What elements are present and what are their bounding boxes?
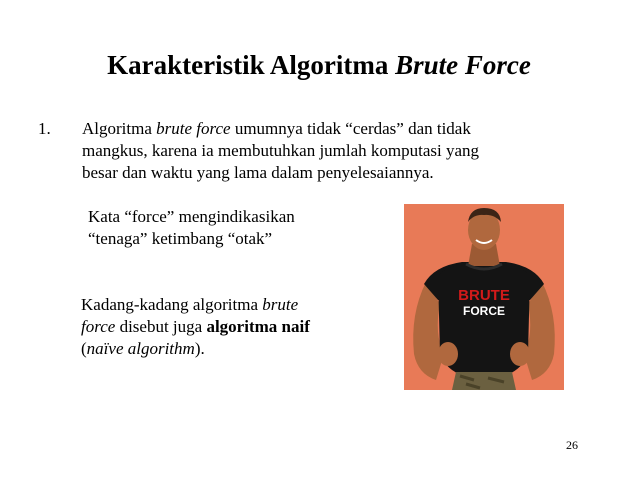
emphasis-text: naïve algorithm bbox=[86, 339, 195, 358]
title-main: Karakteristik Algoritma bbox=[107, 50, 396, 80]
text-run: ). bbox=[194, 339, 205, 358]
text-run: Algoritma bbox=[82, 119, 157, 138]
force-note-line-2: “tenaga” ketimbang “otak” bbox=[88, 229, 273, 248]
naive-note-line-1 bbox=[81, 294, 310, 316]
brute-force-photo bbox=[404, 204, 564, 390]
naive-note-line-2 bbox=[81, 316, 310, 338]
list-item-text bbox=[82, 118, 602, 184]
emphasis-text: brute force bbox=[156, 119, 231, 138]
emphasis-text: brute bbox=[262, 295, 299, 314]
emphasis-text: force bbox=[81, 317, 116, 336]
text-run: disebut juga bbox=[115, 317, 207, 336]
man-in-brute-force-shirt-illustration bbox=[404, 204, 564, 390]
slide-title bbox=[0, 50, 638, 81]
page-number: 26 bbox=[566, 438, 578, 452]
force-note-line-1: Kata “force” mengindikasikan bbox=[88, 207, 295, 226]
shirt-word-brute: BRUTE bbox=[458, 287, 510, 304]
naive-note-line-3 bbox=[81, 338, 310, 360]
list-line-3: besar dan waktu yang lama dalam penyelesaiannya. bbox=[82, 163, 434, 182]
list-number: 1. bbox=[38, 119, 51, 138]
list-line-2: mangkus, karena ia membutuhkan jumlah komputasi yang bbox=[82, 141, 480, 160]
naive-note bbox=[81, 294, 310, 360]
text-run: Kadang-kadang algoritma bbox=[81, 295, 263, 314]
title-italic: Brute Force bbox=[395, 50, 531, 80]
list-line-1 bbox=[82, 118, 602, 140]
bold-text: algoritma naif bbox=[206, 317, 310, 336]
force-note bbox=[88, 206, 295, 250]
shirt-word-force: FORCE bbox=[463, 304, 505, 318]
text-run: ( bbox=[81, 339, 87, 358]
text-run: umumnya tidak “cerdas” dan tidak bbox=[230, 119, 471, 138]
